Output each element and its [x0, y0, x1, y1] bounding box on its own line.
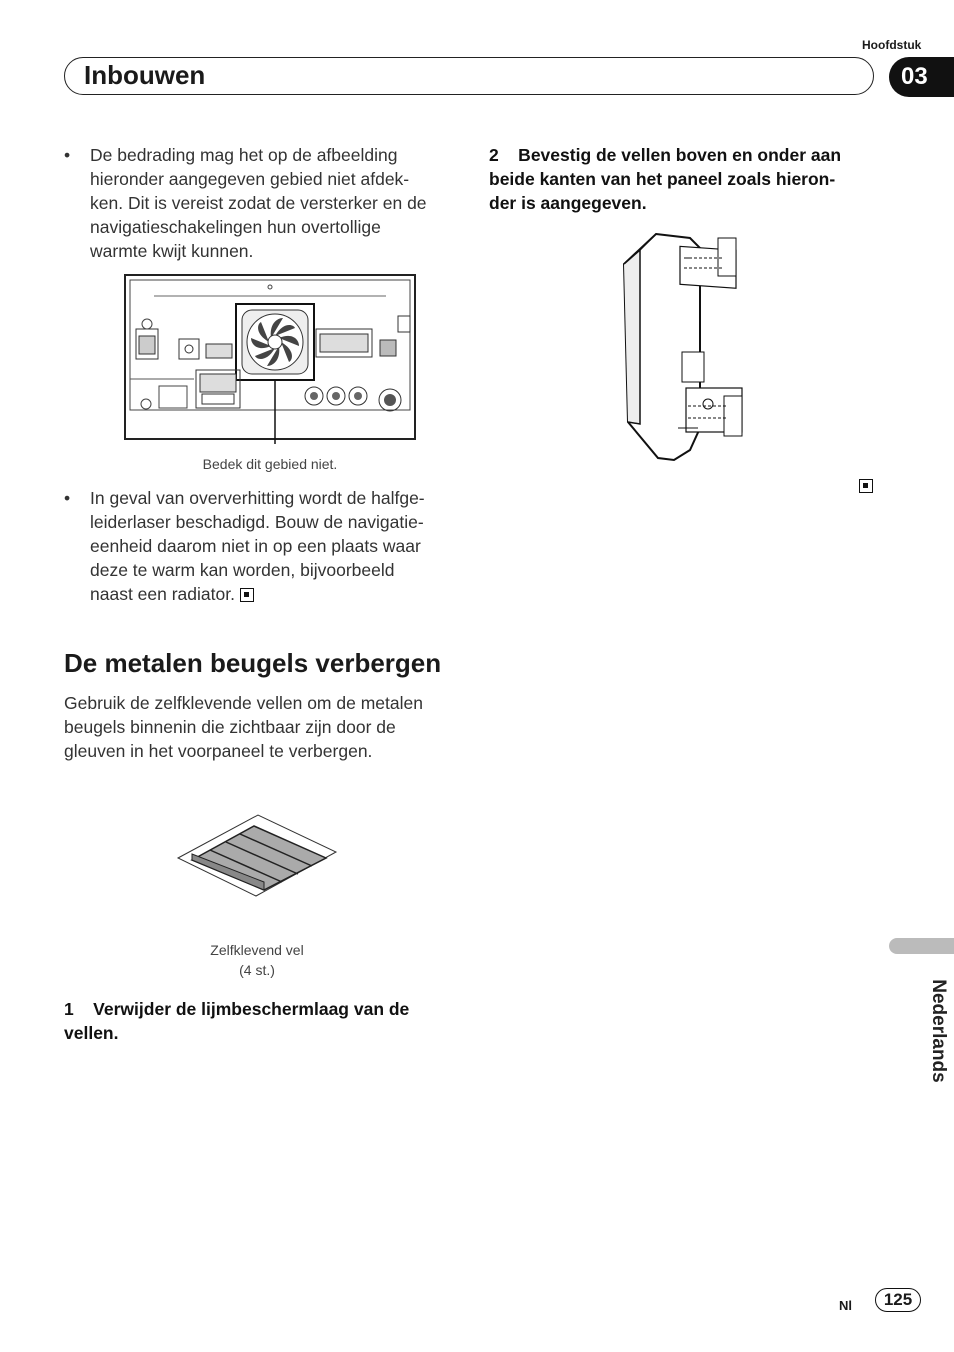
text-line: De bedrading mag het op de afbeelding — [90, 145, 398, 165]
bullet-dot-icon: • — [64, 145, 71, 165]
text-line: der is aangegeven. — [489, 193, 647, 213]
language-code: Nl — [839, 1298, 852, 1313]
step-1 — [64, 997, 464, 1045]
end-mark-icon — [859, 479, 873, 493]
text-line: 2 Bevestig de vellen boven en onder aan — [489, 145, 842, 165]
caption-line: (4 st.) — [239, 962, 275, 978]
text-line: Gebruik de zelfklevende vellen om de metalen — [64, 693, 423, 713]
language-tab — [889, 938, 954, 954]
text-line: navigatieschakelingen hun overtollige — [90, 217, 381, 237]
bullet-text — [90, 486, 425, 606]
section-heading: De metalen beugels verbergen — [64, 648, 442, 678]
text-line-last: naast een radiator. — [90, 584, 235, 604]
language-label: Nederlands — [928, 979, 949, 1083]
end-mark-icon — [240, 588, 254, 602]
text-line: eenheid daarom niet in op een plaats waar — [90, 536, 421, 556]
bullet-dot-icon: • — [64, 488, 71, 508]
caption-line: Zelfklevend vel — [210, 942, 304, 958]
bullet-item — [64, 486, 464, 611]
figure-caption — [157, 940, 357, 980]
text-line: beide kanten van het paneel zoals hieron- — [489, 169, 836, 189]
text-line: deze te warm kan worden, bijvoorbeeld — [90, 560, 395, 580]
panel-attachment-figure — [618, 228, 748, 466]
step-2 — [489, 143, 889, 215]
text-line: gleuven in het voorpaneel te verbergen. — [64, 741, 373, 761]
text-line: beugels binnenin die zichtbaar zijn door de — [64, 717, 396, 737]
chapter-number-badge: 03 — [889, 57, 954, 97]
rear-panel-figure — [124, 274, 416, 444]
text-line: ken. Dit is vereist zodat de versterker en de — [90, 193, 427, 213]
text-line: 1 Verwijder de lijmbeschermlaag van de — [64, 999, 410, 1019]
fan-icon — [247, 314, 303, 370]
text-line: leiderlaser beschadigd. Bouw de navigatie- — [90, 512, 424, 532]
figure-caption: Bedek dit gebied niet. — [202, 456, 338, 472]
text-line: hieronder aangegeven gebied niet afdek- — [90, 169, 410, 189]
text-line: warmte kwijt kunnen. — [90, 241, 254, 261]
text-line: vellen. — [64, 1023, 119, 1043]
bullet-item — [64, 143, 464, 268]
text-line: In geval van oververhitting wordt de halfge- — [90, 488, 425, 508]
adhesive-sheets-figure — [176, 812, 338, 898]
page-title: Inbouwen — [84, 60, 206, 90]
text-line — [90, 582, 425, 606]
bullet-text — [90, 143, 427, 263]
page-number: 125 — [875, 1288, 921, 1312]
section-intro — [64, 691, 464, 763]
chapter-label: Hoofdstuk — [862, 38, 922, 52]
